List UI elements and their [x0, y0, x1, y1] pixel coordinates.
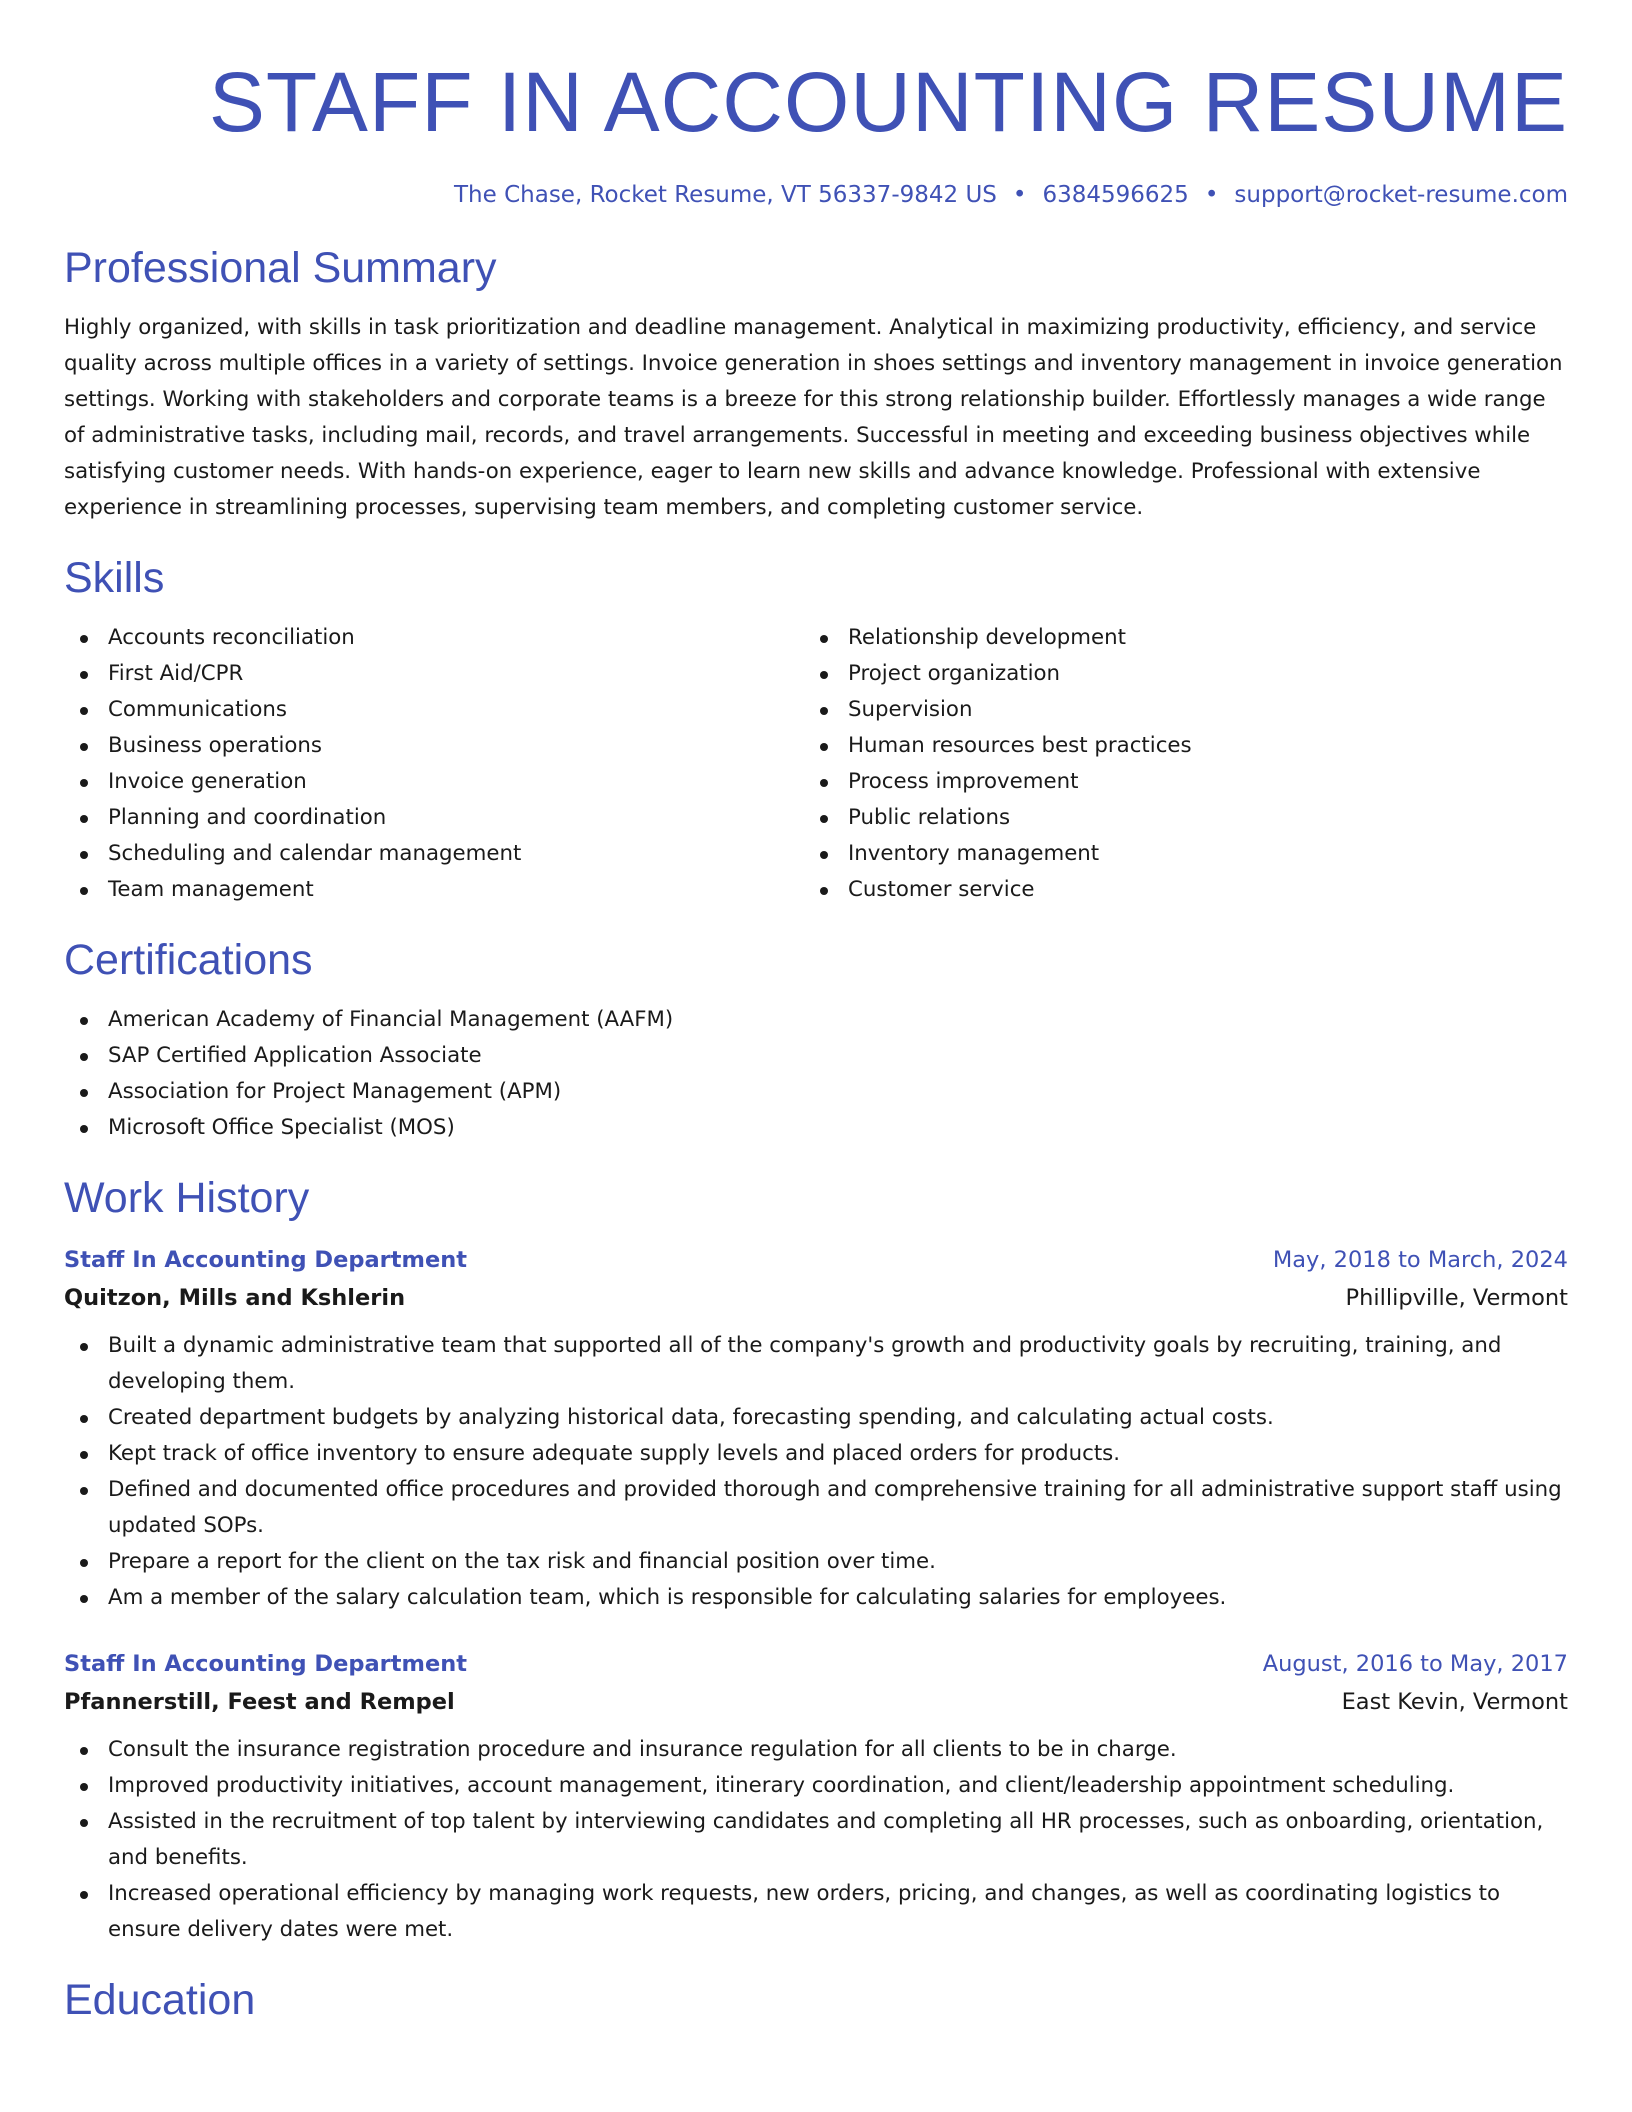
job-bullet: Prepare a report for the client on the tax risk and financial position over time.	[64, 1544, 1568, 1580]
resume-name: STAFF IN ACCOUNTING RESUME	[208, 55, 1568, 149]
skill-item: Project organization	[804, 656, 1544, 692]
section-title: Work History	[64, 1174, 310, 1222]
job-company-row	[64, 1278, 1568, 1318]
job-title-row	[64, 1646, 1568, 1682]
certification-item: Microsoft Office Specialist (MOS)	[64, 1110, 1568, 1146]
job-bullet: Improved productivity initiatives, account management, itinerary coordination, and client/leadership appointment scheduling.	[64, 1768, 1568, 1804]
certification-item: Association for Project Management (APM)	[64, 1074, 1568, 1110]
skills-list-right	[804, 620, 1544, 908]
job-company: Quitzon, Mills and Kshlerin	[64, 1285, 406, 1311]
contact-phone: 6384596625	[1042, 182, 1189, 208]
job-bullet: Defined and documented office procedures and provided thorough and comprehensive training for all administrative support staff using updated SOPs.	[64, 1472, 1568, 1544]
job-title: Staff In Accounting Department	[64, 1247, 467, 1273]
skill-item: First Aid/CPR	[64, 656, 804, 692]
skill-item: Planning and coordination	[64, 800, 804, 836]
job-location: East Kevin, Vermont	[1341, 1689, 1568, 1715]
job-bullets	[64, 1328, 1568, 1616]
work-history-section	[64, 1172, 1568, 1948]
skill-item: Accounts reconciliation	[64, 620, 804, 656]
job-bullet: Increased operational efficiency by managing work requests, new orders, pricing, and changes, as well as coordinating logistics to ensure delivery dates were met.	[64, 1876, 1568, 1948]
section-title: Professional Summary	[64, 244, 497, 292]
skills-columns	[64, 620, 1568, 908]
summary-text: Highly organized, with skills in task prioritization and deadline management. Analytical in maximizing productivity, efficiency, and service quality across multiple offices in a variety of settings. Invoice generation in shoes settings and inventory management in invoice generation settings. Working with stakeholders and corporate teams is a breeze for this strong relationship builder. Effortlessly manages a wide range of administrative tasks, including mail, records, and travel arrangements. Successful in meeting and exceeding business objectives while satisfying customer needs. With hands-on experience, eager to learn new skills and advance knowledge. Professional with extensive experience in streamlining processes, supervising team members, and completing customer service.	[64, 315, 1563, 520]
contact-separator: •	[1012, 182, 1027, 208]
skill-item: Inventory management	[804, 836, 1544, 872]
skill-item: Human resources best practices	[804, 728, 1544, 764]
certification-item: American Academy of Financial Management (AAFM)	[64, 1002, 1568, 1038]
skill-item: Supervision	[804, 692, 1544, 728]
contact-address: The Chase, Rocket Resume, VT 56337-9842 US	[454, 182, 997, 208]
job-title: Staff In Accounting Department	[64, 1651, 467, 1677]
skill-item: Relationship development	[804, 620, 1544, 656]
professional-summary-section	[64, 242, 1568, 526]
job-bullets	[64, 1732, 1568, 1948]
section-title: Skills	[64, 554, 165, 602]
job-bullet: Am a member of the salary calculation team, which is responsible for calculating salaries for employees.	[64, 1580, 1568, 1616]
skills-section	[64, 552, 1568, 908]
certifications-section	[64, 934, 1568, 1146]
education-section	[64, 1974, 1568, 2026]
job-bullet: Consult the insurance registration procedure and insurance regulation for all clients to be in charge.	[64, 1732, 1568, 1768]
section-title: Certifications	[64, 936, 313, 984]
contact-separator: •	[1204, 182, 1219, 208]
skill-item: Business operations	[64, 728, 804, 764]
skills-list-left	[64, 620, 804, 908]
job-entry	[64, 1242, 1568, 1616]
certification-item: SAP Certified Application Associate	[64, 1038, 1568, 1074]
job-company-row	[64, 1682, 1568, 1722]
job-entry	[64, 1646, 1568, 1948]
job-dates: May, 2018 to March, 2024	[1272, 1247, 1568, 1273]
job-title-row	[64, 1242, 1568, 1278]
contact-email[interactable]: support@rocket-resume.com	[1234, 182, 1568, 208]
job-bullet: Created department budgets by analyzing historical data, forecasting spending, and calculating actual costs.	[64, 1400, 1568, 1436]
job-bullet: Kept track of office inventory to ensure adequate supply levels and placed orders for products.	[64, 1436, 1568, 1472]
skill-item: Customer service	[804, 872, 1544, 908]
resume-header	[64, 52, 1568, 210]
skill-item: Public relations	[804, 800, 1544, 836]
skill-item: Process improvement	[804, 764, 1544, 800]
job-location: Phillipville, Vermont	[1345, 1285, 1568, 1311]
skill-item: Communications	[64, 692, 804, 728]
skill-item: Invoice generation	[64, 764, 804, 800]
section-title: Education	[64, 1976, 256, 2024]
job-dates: August, 2016 to May, 2017	[1262, 1651, 1568, 1677]
job-company: Pfannerstill, Feest and Rempel	[64, 1689, 455, 1715]
job-bullet: Assisted in the recruitment of top talent by interviewing candidates and completing all HR processes, such as onboarding, orientation, and benefits.	[64, 1804, 1568, 1876]
certifications-list	[64, 1002, 1568, 1146]
skill-item: Team management	[64, 872, 804, 908]
skill-item: Scheduling and calendar management	[64, 836, 804, 872]
job-bullet: Built a dynamic administrative team that supported all of the company's growth and productivity goals by recruiting, training, and developing them.	[64, 1328, 1568, 1400]
contact-line	[64, 180, 1568, 210]
